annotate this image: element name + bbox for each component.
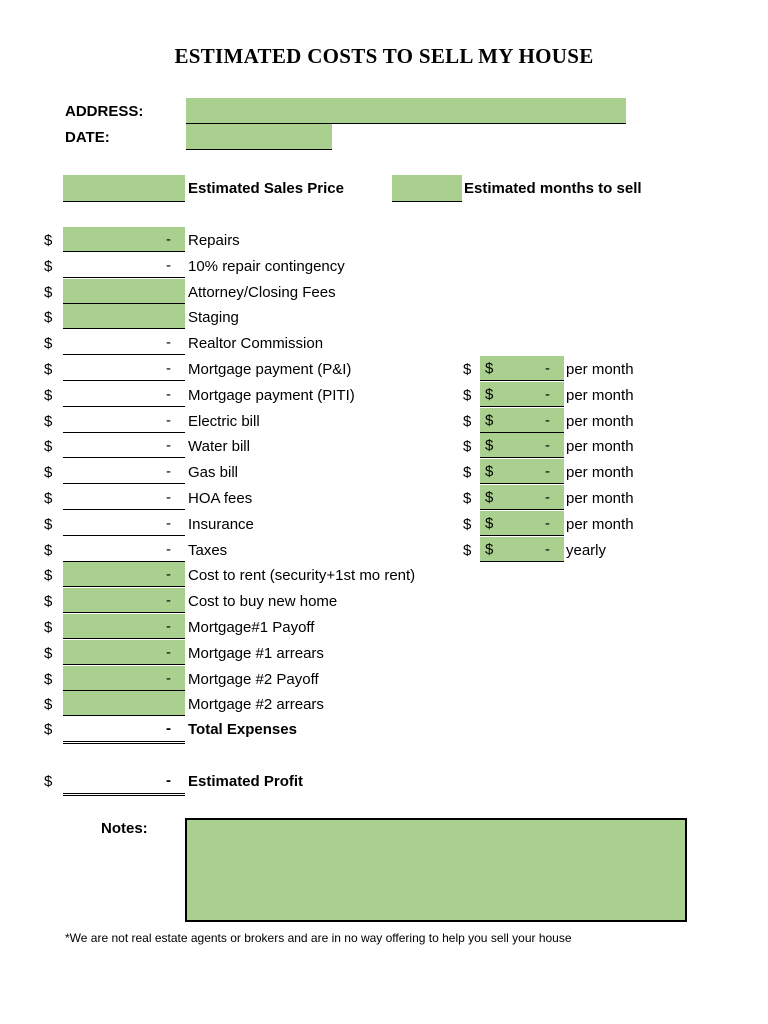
rate-unit-label: per month [566, 438, 634, 455]
expense-amount-value: - [166, 334, 171, 351]
expense-currency: $ [44, 464, 53, 481]
expense-label: Mortgage #2 arrears [188, 696, 324, 713]
expense-currency: $ [44, 232, 53, 249]
expense-currency: $ [44, 542, 53, 559]
rate-inner-currency: $ [485, 386, 494, 403]
rate-currency: $ [463, 490, 472, 507]
expense-currency: $ [44, 593, 53, 610]
rate-inner-currency: $ [485, 541, 494, 558]
expense-label: Insurance [188, 516, 254, 533]
rate-currency: $ [463, 438, 472, 455]
expense-label: Cost to buy new home [188, 593, 338, 610]
rate-amount-value: - [545, 541, 550, 558]
expense-currency: $ [44, 413, 53, 430]
expense-currency: $ [44, 645, 53, 662]
rate-amount-field[interactable] [480, 382, 564, 407]
expense-currency: $ [44, 567, 53, 584]
rate-amount-value: - [545, 515, 550, 532]
rate-inner-currency: $ [485, 515, 494, 532]
expense-amount-value: - [166, 670, 171, 687]
expense-amount-field [63, 511, 185, 536]
rate-amount-field[interactable] [480, 459, 564, 484]
expense-currency: $ [44, 309, 53, 326]
expense-label: Water bill [188, 438, 250, 455]
estimated-profit-value: - [166, 772, 171, 789]
total-expenses-label: Total Expenses [188, 721, 297, 738]
expense-amount-field [63, 433, 185, 458]
expense-label: Attorney/Closing Fees [188, 284, 336, 301]
rate-amount-field[interactable] [480, 511, 564, 536]
expense-amount-field[interactable] [63, 304, 185, 329]
date-field[interactable] [186, 124, 332, 150]
expense-label: Electric bill [188, 413, 260, 430]
expense-currency: $ [44, 696, 53, 713]
rate-currency: $ [463, 361, 472, 378]
expense-amount-field [63, 408, 185, 433]
expense-amount-value: - [166, 231, 171, 248]
expense-amount-value: - [166, 360, 171, 377]
rate-amount-field[interactable] [480, 537, 564, 562]
expense-label: Taxes [188, 542, 228, 559]
expense-currency: $ [44, 438, 53, 455]
rate-amount-value: - [545, 489, 550, 506]
expense-label: Mortgage #2 Payoff [188, 671, 319, 688]
expense-amount-value: - [166, 566, 171, 583]
rate-currency: $ [463, 413, 472, 430]
expense-label: Mortgage#1 Payoff [188, 619, 315, 636]
expense-amount-field [63, 356, 185, 381]
expense-amount-field[interactable] [63, 562, 185, 587]
expense-currency: $ [44, 490, 53, 507]
expense-currency: $ [44, 335, 53, 352]
estimated-profit-label: Estimated Profit [188, 773, 304, 790]
expense-amount-value: - [166, 257, 171, 274]
rate-amount-value: - [545, 386, 550, 403]
expense-amount-value: - [166, 541, 171, 558]
expense-label: Realtor Commission [188, 335, 324, 352]
expense-amount-field[interactable] [63, 279, 185, 304]
rate-currency: $ [463, 464, 472, 481]
sales-price-field[interactable] [63, 175, 185, 202]
expense-amount-value: - [166, 489, 171, 506]
expense-amount-value: - [166, 437, 171, 454]
rate-unit-label: yearly [566, 542, 607, 559]
expense-label: 10% repair contingency [188, 258, 345, 275]
rate-unit-label: per month [566, 361, 634, 378]
address-label: ADDRESS: [65, 103, 144, 120]
notes-field[interactable] [185, 818, 687, 922]
expense-amount-field [63, 485, 185, 510]
notes-label: Notes: [101, 820, 148, 837]
rate-amount-value: - [545, 437, 550, 454]
expense-currency: $ [44, 284, 53, 301]
expense-amount-value: - [166, 644, 171, 661]
rate-amount-field[interactable] [480, 356, 564, 381]
expense-currency: $ [44, 258, 53, 275]
expense-label: Mortgage payment (PITI) [188, 387, 355, 404]
rate-inner-currency: $ [485, 463, 494, 480]
expense-amount-field[interactable] [63, 588, 185, 613]
total-expenses-field [63, 716, 185, 744]
expense-amount-field[interactable] [63, 614, 185, 639]
total-currency: $ [44, 721, 53, 738]
rate-unit-label: per month [566, 387, 634, 404]
expense-currency: $ [44, 361, 53, 378]
rate-currency: $ [463, 516, 472, 533]
expense-amount-field[interactable] [63, 227, 185, 252]
rate-currency: $ [463, 542, 472, 559]
rate-unit-label: per month [566, 490, 634, 507]
expense-amount-field [63, 253, 185, 278]
expense-label: Mortgage payment (P&I) [188, 361, 352, 378]
expense-amount-field[interactable] [63, 666, 185, 691]
profit-currency: $ [44, 773, 53, 790]
total-expenses-value: - [166, 720, 171, 737]
expense-amount-field[interactable] [63, 691, 185, 716]
expense-amount-field [63, 537, 185, 562]
address-field[interactable] [186, 98, 626, 124]
expense-label: Staging [188, 309, 239, 326]
rate-unit-label: per month [566, 464, 634, 481]
expense-amount-field [63, 459, 185, 484]
rate-amount-value: - [545, 463, 550, 480]
rate-amount-field[interactable] [480, 433, 564, 458]
expense-label: Cost to rent (security+1st mo rent) [188, 567, 416, 584]
expense-amount-value: - [166, 515, 171, 532]
expense-amount-field [63, 382, 185, 407]
expense-amount-value: - [166, 463, 171, 480]
rate-unit-label: per month [566, 413, 634, 430]
expense-currency: $ [44, 387, 53, 404]
rate-amount-field[interactable] [480, 485, 564, 510]
rate-inner-currency: $ [485, 437, 494, 454]
rate-currency: $ [463, 387, 472, 404]
rate-amount-value: - [545, 360, 550, 377]
expense-amount-field[interactable] [63, 640, 185, 665]
date-label: DATE: [65, 129, 110, 146]
expense-amount-value: - [166, 386, 171, 403]
expense-currency: $ [44, 619, 53, 636]
expense-label: Repairs [188, 232, 240, 249]
rate-amount-field[interactable] [480, 408, 564, 433]
months-to-sell-label: Estimated months to sell [464, 180, 642, 197]
expense-currency: $ [44, 671, 53, 688]
expense-amount-value: - [166, 592, 171, 609]
expense-label: Mortgage #1 arrears [188, 645, 324, 662]
disclaimer-footnote: *We are not real estate agents or brokers and are in no way offering to help you sell your house [65, 931, 572, 945]
expense-amount-value: - [166, 412, 171, 429]
sales-price-label: Estimated Sales Price [188, 180, 344, 197]
expense-label: HOA fees [188, 490, 253, 507]
expense-amount-value: - [166, 618, 171, 635]
rate-amount-value: - [545, 412, 550, 429]
rate-inner-currency: $ [485, 360, 494, 377]
estimated-profit-field [63, 768, 185, 796]
expense-label: Gas bill [188, 464, 239, 481]
page-title: ESTIMATED COSTS TO SELL MY HOUSE [174, 44, 594, 68]
expense-amount-field [63, 330, 185, 355]
expense-currency: $ [44, 516, 53, 533]
rate-inner-currency: $ [485, 412, 494, 429]
rate-inner-currency: $ [485, 489, 494, 506]
months-to-sell-field[interactable] [392, 175, 462, 202]
rate-unit-label: per month [566, 516, 634, 533]
